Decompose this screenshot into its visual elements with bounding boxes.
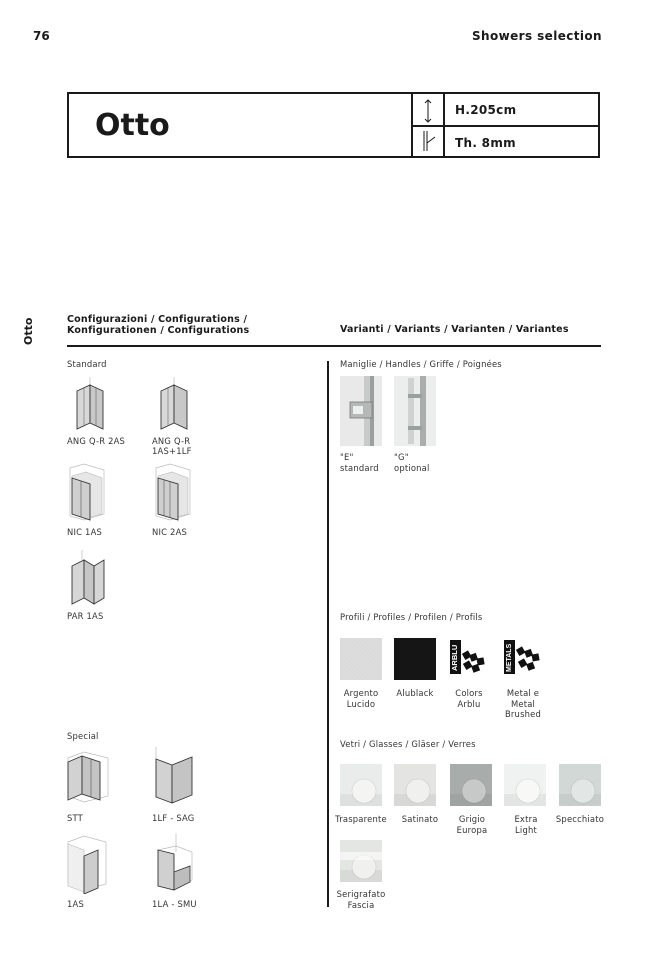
handle-caption-line: standard [340, 463, 379, 473]
handle-g-image [394, 376, 436, 446]
glass-sample-extra [504, 764, 546, 806]
profile-caption-line: Metal [510, 698, 536, 709]
glass-caption [442, 814, 502, 835]
config-diagram-1lf-sag [150, 745, 198, 805]
variants-heading: Varianti / Variants / Varianten / Variantes [340, 324, 569, 335]
handle-caption-line: optional [394, 463, 430, 473]
glass-sample-grigio [450, 764, 492, 806]
glasses-label: Vetri / Glasses / Gläser / Verres [340, 739, 476, 749]
metals-icon-text: METALS [506, 643, 513, 672]
glass-caption-line: Extra [514, 814, 538, 824]
config-label [152, 436, 192, 456]
profile-caption [385, 688, 445, 699]
glass-caption-line: Fascia [347, 899, 375, 910]
product-title-box [67, 92, 600, 158]
side-label: Otto [22, 317, 35, 345]
handle-caption-line: "E" [340, 452, 354, 462]
glass-caption-line: Trasparente [335, 814, 387, 824]
config-label-line: ANG Q-R [152, 436, 191, 446]
glass-caption-line: Serigrafato [336, 889, 386, 899]
profile-caption [331, 688, 391, 709]
config-diagram-ang-qr-1as-1lf [154, 375, 196, 431]
profile-caption-line: Lucido [346, 698, 376, 709]
product-name: Otto [95, 108, 170, 143]
thickness-spec: Th. 8mm [455, 136, 516, 150]
glass-caption-line: Light [515, 824, 537, 835]
special-label: Special [67, 731, 99, 741]
profile-caption-line: Colors [455, 688, 483, 698]
glass-sample-serigrafato [340, 840, 382, 882]
config-label: STT [67, 813, 84, 823]
config-label: 1LA - SMU [152, 899, 197, 909]
glass-caption-line: Satinato [401, 814, 439, 824]
config-label: 1AS [67, 899, 84, 909]
arblu-colors-icon [448, 638, 490, 680]
arblu-icon-text: ARBLU [450, 644, 459, 671]
metals-icon [502, 638, 544, 680]
glass-sample-specchiato [559, 764, 601, 806]
config-diagram-1as [64, 832, 112, 894]
glass-caption [331, 814, 391, 825]
profile-swatch-alublack [394, 638, 436, 680]
handles-label: Maniglie / Handles / Griffe / Poignées [340, 359, 502, 369]
standard-label: Standard [67, 359, 107, 369]
handle-caption [394, 452, 430, 474]
profile-swatch-argento [340, 638, 382, 680]
configurations-heading-line2: Konfigurationen / Configurations [67, 325, 250, 336]
config-label: 1LF - SAG [152, 813, 195, 823]
config-label: NIC 1AS [67, 527, 103, 537]
glass-sample-trasparente [340, 764, 382, 806]
profile-caption-line: Argento [343, 688, 379, 698]
configurations-heading-line1: Configurazioni / Configurations / [67, 314, 248, 325]
profiles-label: Profili / Profiles / Profilen / Profils [340, 612, 483, 622]
config-diagram-par-1as [68, 548, 110, 608]
glass-caption-line: Grigio [458, 814, 486, 824]
glass-caption [548, 814, 612, 825]
glass-caption [331, 889, 391, 910]
config-diagram-1la-smu [152, 832, 200, 894]
profile-caption-line: Arblu [457, 698, 481, 709]
config-diagram-nic-2as [152, 462, 194, 522]
handle-e-image [340, 376, 382, 446]
column-divider [327, 361, 329, 907]
config-label: NIC 2AS [152, 527, 188, 537]
config-diagram-nic-1as [66, 462, 108, 522]
glass-caption [390, 814, 450, 825]
config-diagram-stt [64, 748, 112, 806]
title-divider [413, 125, 598, 127]
config-label-line: ANG Q-R 2AS [67, 436, 126, 446]
handle-caption [340, 452, 379, 474]
handle-caption-line: "G" [394, 452, 409, 462]
configurations-heading [67, 314, 249, 336]
config-label: PAR 1AS [67, 611, 104, 621]
glass-caption [496, 814, 556, 835]
config-label-line: 1AS+1LF [152, 446, 192, 456]
profile-caption-line: Alublack [396, 688, 434, 698]
config-diagram-ang-qr-2as [70, 375, 112, 431]
profile-caption [439, 688, 499, 709]
glass-caption-line: Europa [456, 824, 488, 835]
height-spec: H.205cm [455, 103, 517, 117]
heading-rule [67, 345, 601, 347]
section-title: Showers selection [472, 29, 602, 43]
height-icon [417, 98, 439, 124]
profile-caption-line: Metal e [506, 688, 540, 698]
glass-caption-line: Specchiato [555, 814, 605, 824]
glass-sample-satinato [394, 764, 436, 806]
profile-caption [493, 688, 553, 720]
page-number: 76 [33, 29, 50, 43]
profile-caption-line: Brushed [504, 709, 542, 719]
config-label [67, 436, 125, 446]
thickness-icon [417, 129, 439, 155]
